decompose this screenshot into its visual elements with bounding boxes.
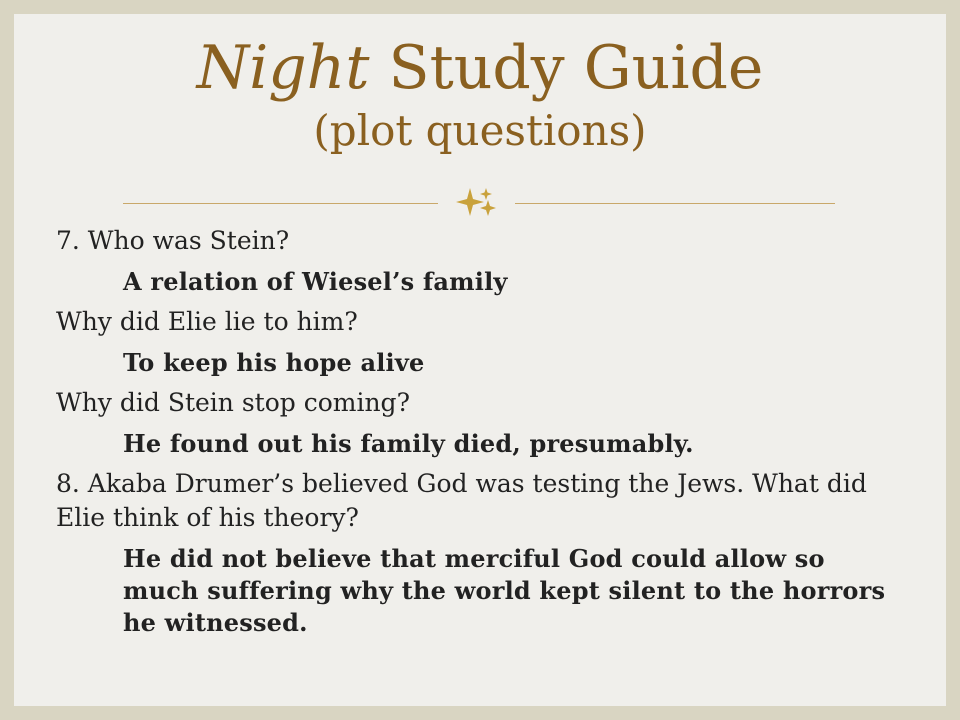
answer-7: A relation of Wiesel’s family [123,267,508,296]
title-italic: Night [196,33,370,103]
answer-7c: He found out his family died, presumably. [123,429,694,458]
question-8: 8. Akaba Drumer’s believed God was testing the Jews. What did Elie think of his theory? [56,469,867,532]
divider-left [123,203,438,204]
question-7c: Why did Stein stop coming? [56,388,410,417]
divider-right [515,203,835,204]
subtitle: (plot questions) [313,106,647,155]
question-7b: Why did Elie lie to him? [56,307,358,336]
answer-7b: To keep his hope alive [123,348,425,377]
title-rest: Study Guide [369,33,764,103]
question-7: 7. Who was Stein? [56,226,290,255]
title-line [0,33,960,103]
sparkle-cluster-icon [448,186,508,222]
answer-8: He did not believe that merciful God could allow so much suffering why the world kept silent to the horrors he witnessed. [123,544,886,637]
study-content [56,224,896,647]
page-title [0,33,960,155]
